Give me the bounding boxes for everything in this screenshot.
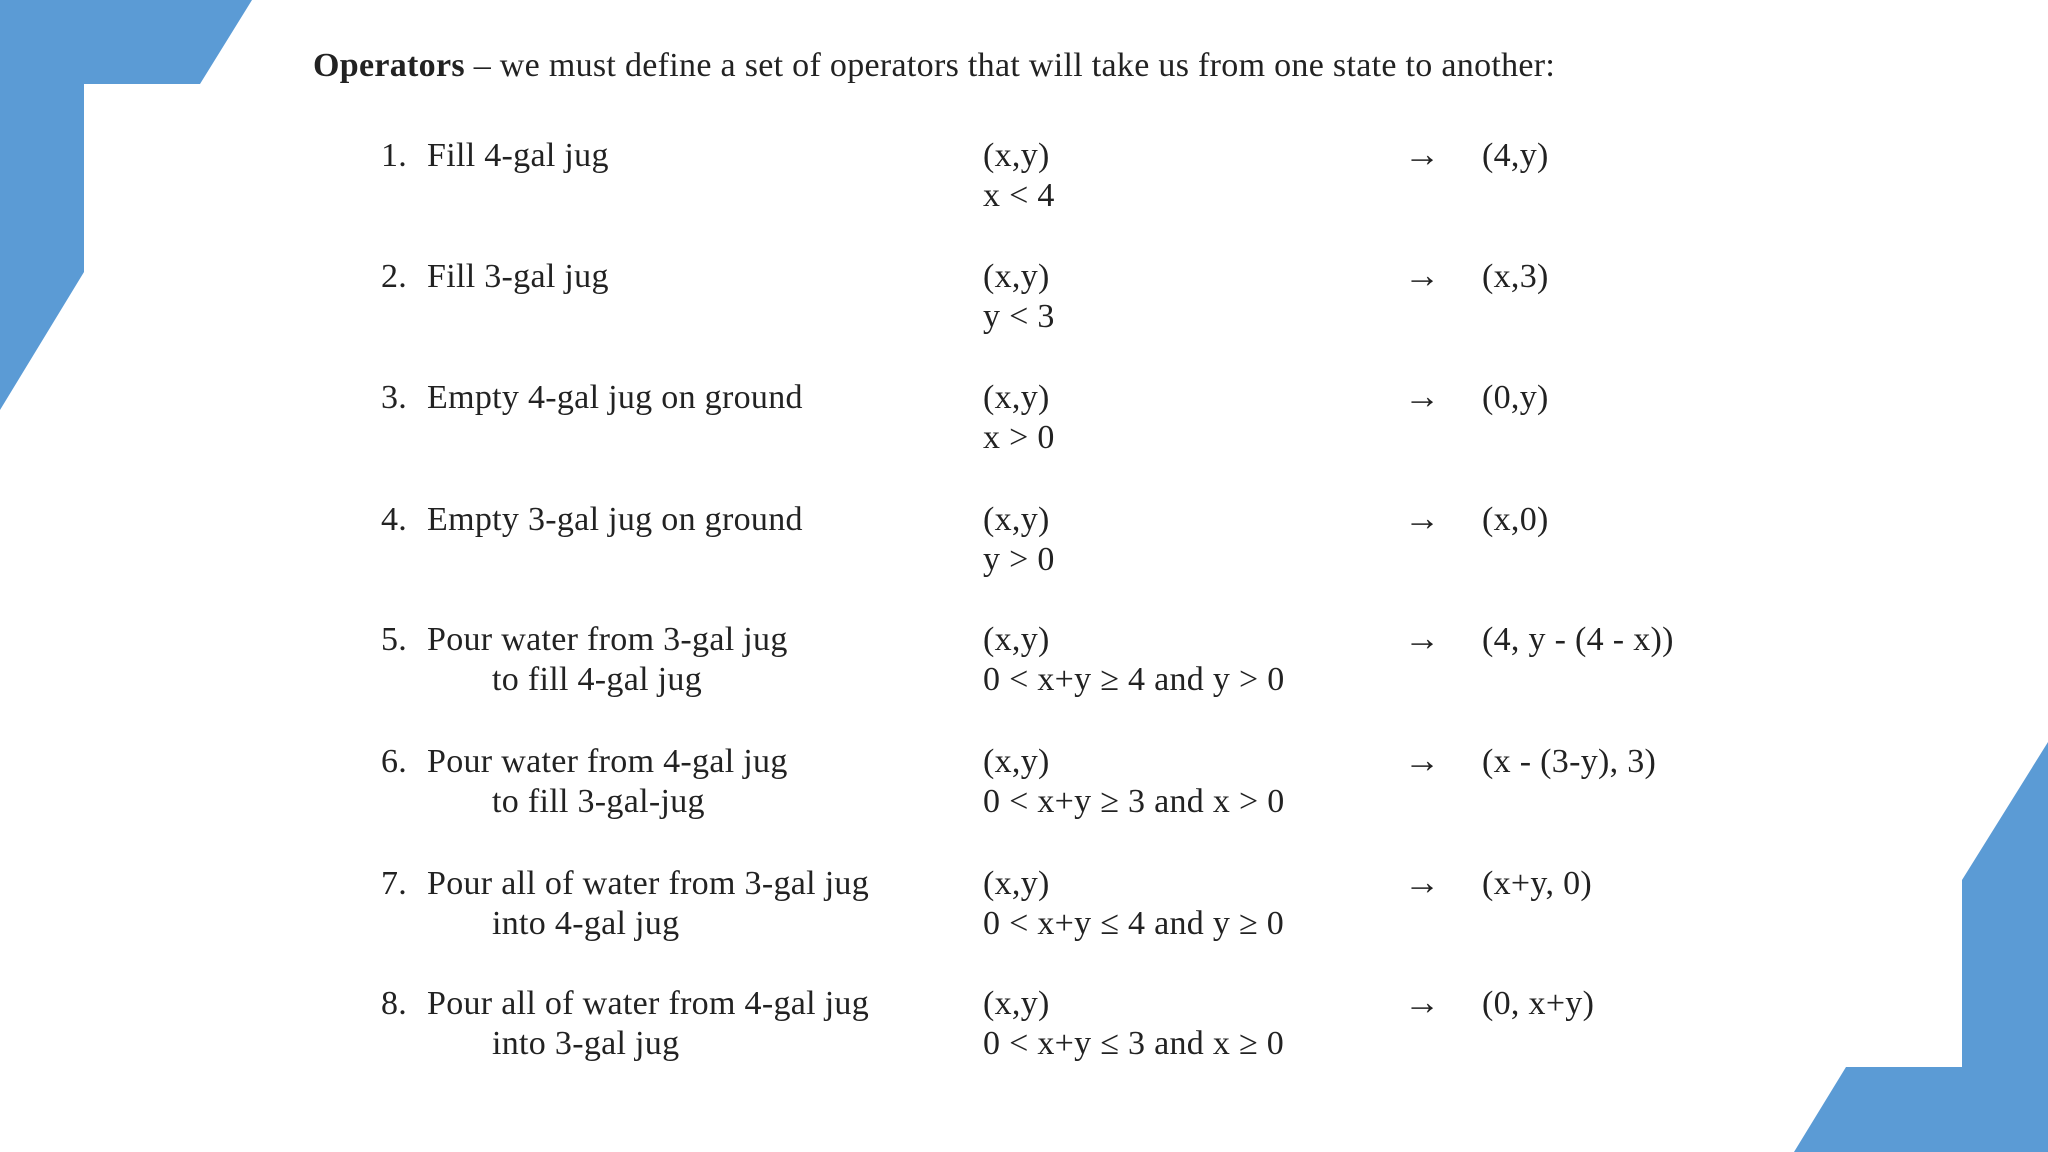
operator-number: 6. xyxy=(381,743,408,780)
operator-state: (x,y) xyxy=(983,621,1050,658)
operator-description: Empty 4-gal jug on ground xyxy=(427,379,803,416)
operator-condition: 0 < x+y ≥ 4 and y > 0 xyxy=(983,661,1285,698)
operator-result: (0, x+y) xyxy=(1482,985,1595,1022)
operator-state: (x,y) xyxy=(983,379,1050,416)
operator-state: (x,y) xyxy=(983,137,1050,174)
operator-number: 2. xyxy=(381,258,408,295)
heading-text: – we must define a set of operators that will take us from one state to another: xyxy=(473,47,1556,84)
heading-bold: Operators xyxy=(313,47,465,84)
operator-number: 3. xyxy=(381,379,408,416)
right-arrow-icon: → xyxy=(1404,862,1441,902)
operator-description: Fill 3-gal jug xyxy=(427,258,609,295)
operator-description: Pour water from 3-gal jug xyxy=(427,621,788,658)
slide-heading xyxy=(313,44,1555,88)
operator-state: (x,y) xyxy=(983,501,1050,538)
operator-row xyxy=(0,864,2048,954)
operator-result: (x,0) xyxy=(1482,501,1549,538)
operator-result: (x,3) xyxy=(1482,258,1549,295)
operator-number: 4. xyxy=(381,501,408,538)
operator-condition: y > 0 xyxy=(983,541,1055,578)
operator-description: Pour all of water from 4-gal jug xyxy=(427,985,870,1022)
operator-condition: 0 < x+y ≤ 4 and y ≥ 0 xyxy=(983,905,1285,942)
operator-result: (4, y - (4 - x)) xyxy=(1482,621,1674,658)
operator-description: Fill 4-gal jug xyxy=(427,137,609,174)
operator-result: (0,y) xyxy=(1482,379,1549,416)
operator-row xyxy=(0,742,2048,832)
operator-description-continued: to fill 4-gal jug xyxy=(492,661,703,698)
right-arrow-icon: → xyxy=(1404,255,1441,295)
right-arrow-icon: → xyxy=(1404,498,1441,538)
operator-condition: x > 0 xyxy=(983,419,1055,456)
right-arrow-icon: → xyxy=(1404,982,1441,1022)
operator-row xyxy=(0,136,2048,226)
operator-number: 7. xyxy=(381,865,408,902)
operator-row xyxy=(0,378,2048,468)
operator-state: (x,y) xyxy=(983,258,1050,295)
operator-row xyxy=(0,620,2048,710)
operator-description-continued: to fill 3-gal-jug xyxy=(492,783,705,820)
operator-state: (x,y) xyxy=(983,743,1050,780)
operator-result: (x - (3-y), 3) xyxy=(1482,743,1657,780)
operator-state: (x,y) xyxy=(983,985,1050,1022)
right-arrow-icon: → xyxy=(1404,618,1441,658)
operator-number: 1. xyxy=(381,137,408,174)
operator-result: (4,y) xyxy=(1482,137,1549,174)
operator-number: 8. xyxy=(381,985,408,1022)
right-arrow-icon: → xyxy=(1404,134,1441,174)
operator-condition: 0 < x+y ≤ 3 and x ≥ 0 xyxy=(983,1025,1285,1062)
operator-result: (x+y, 0) xyxy=(1482,865,1593,902)
operator-row xyxy=(0,500,2048,590)
operator-condition: y < 3 xyxy=(983,298,1055,335)
operator-row xyxy=(0,257,2048,347)
operator-description: Pour all of water from 3-gal jug xyxy=(427,865,870,902)
operator-number: 5. xyxy=(381,621,408,658)
operator-condition: x < 4 xyxy=(983,177,1055,214)
operator-description: Pour water from 4-gal jug xyxy=(427,743,788,780)
operator-description: Empty 3-gal jug on ground xyxy=(427,501,803,538)
operator-condition: 0 < x+y ≥ 3 and x > 0 xyxy=(983,783,1285,820)
operator-state: (x,y) xyxy=(983,865,1050,902)
right-arrow-icon: → xyxy=(1404,740,1441,780)
operator-description-continued: into 3-gal jug xyxy=(492,1025,680,1062)
right-arrow-icon: → xyxy=(1404,376,1441,416)
operator-row xyxy=(0,984,2048,1074)
operator-description-continued: into 4-gal jug xyxy=(492,905,680,942)
